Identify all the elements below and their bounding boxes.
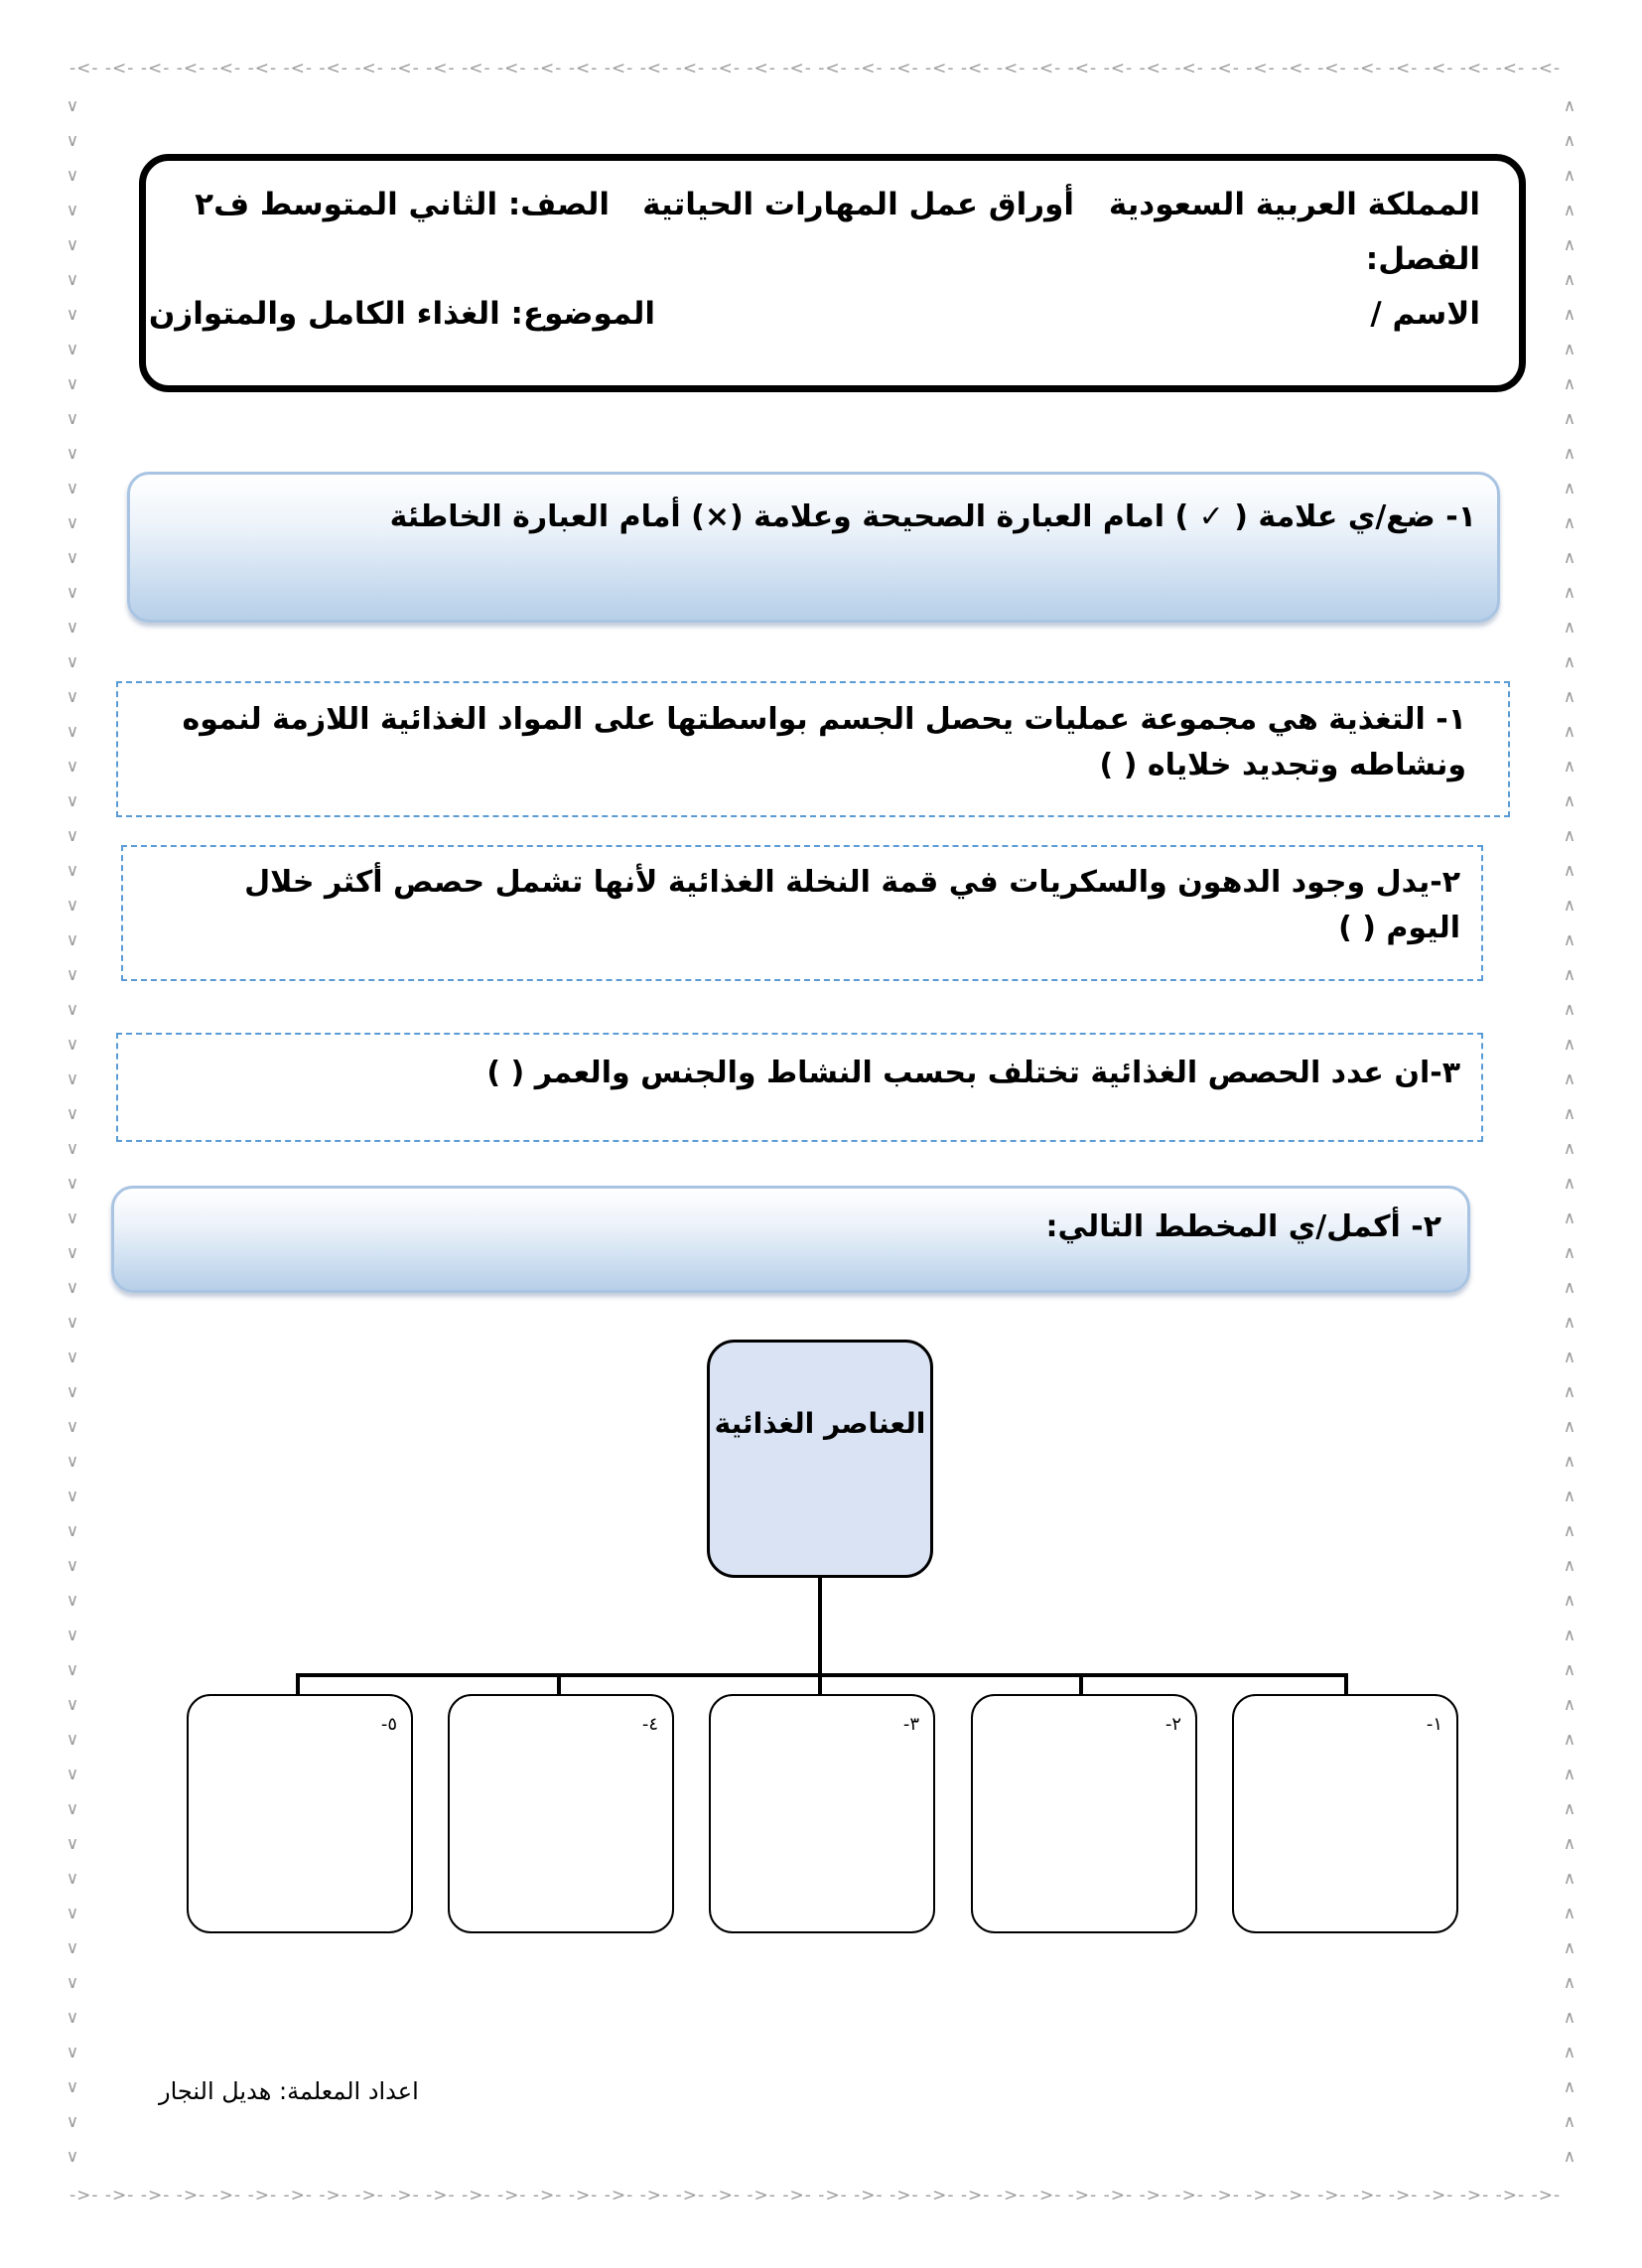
diagram-leaf-3[interactable] bbox=[709, 1694, 935, 1933]
connector-horizontal bbox=[296, 1673, 1348, 1677]
diagram-root-box bbox=[707, 1340, 933, 1578]
section1-title: ١- ضع/ي علامة ( ✓ ) امام العبارة الصحيحة وعلامة (×) أمام العبارة الخاطئة bbox=[389, 499, 1476, 534]
header-sheet-title: أوراق عمل المهارات الحياتية bbox=[642, 187, 1074, 222]
diagram-leaf-4[interactable] bbox=[448, 1694, 674, 1933]
leaf-5-number: ٥- bbox=[380, 1714, 397, 1735]
page-border-left: ∨ ∨ ∨ ∨ ∨ ∨ ∨ ∨ ∨ ∨ ∨ ∨ ∨ ∨ ∨ ∨ ∨ ∨ ∨ ∨ ∨ ∨ ∨ ∨ ∨ ∨ ∨ ∨ ∨ ∨ ∨ ∨ ∨ ∨ ∨ ∨ ∨ ∨ ∨ ∨ ∨ ∨ ∨ ∨ ∨ ∨ ∨ ∨ ∨ ∨ ∨ ∨ ∨ ∨ ∨ ∨ ∨ ∨ ∨ ∨ bbox=[66, 96, 79, 2167]
question-2 bbox=[150, 860, 1460, 951]
question-2-line-2: اليوم ( ) bbox=[1338, 911, 1460, 945]
question-1-line-1: ١- التغذية هي مجموعة عمليات يحصل الجسم بواسطتها على المواد الغذائية اللازمة لنموه bbox=[182, 702, 1466, 737]
question-3 bbox=[150, 1051, 1460, 1096]
leaf-2-number: ٢- bbox=[1164, 1714, 1181, 1735]
question-1 bbox=[136, 697, 1466, 788]
connector-drop-5 bbox=[296, 1673, 300, 1696]
header-class-label: الفصل: bbox=[1365, 241, 1480, 277]
header-name-label: الاسم / bbox=[1370, 296, 1480, 332]
leaf-4-number: ٤- bbox=[641, 1714, 658, 1735]
connector-drop-4 bbox=[557, 1673, 561, 1696]
page-border-bottom: ->- ->- ->- ->- ->- ->- ->- ->- ->- ->- ->- ->- ->- ->- ->- ->- ->- ->- ->- ->- ->- ->- ->- ->- ->- ->- ->- ->- ->- ->- ->- ->- ->- ->- ->- ->- ->- ->- ->- ->- ->- ->- bbox=[69, 2186, 1562, 2205]
header-kingdom: المملكة العربية السعودية bbox=[1108, 187, 1480, 222]
page-border-right: ∧ ∧ ∧ ∧ ∧ ∧ ∧ ∧ ∧ ∧ ∧ ∧ ∧ ∧ ∧ ∧ ∧ ∧ ∧ ∧ ∧ ∧ ∧ ∧ ∧ ∧ ∧ ∧ ∧ ∧ ∧ ∧ ∧ ∧ ∧ ∧ ∧ ∧ ∧ ∧ ∧ ∧ ∧ ∧ ∧ ∧ ∧ ∧ ∧ ∧ ∧ ∧ ∧ ∧ ∧ ∧ ∧ ∧ ∧ ∧ bbox=[1563, 96, 1576, 2167]
connector-drop-3 bbox=[818, 1673, 822, 1696]
diagram-leaf-1[interactable] bbox=[1232, 1694, 1458, 1933]
section1-banner bbox=[127, 472, 1500, 623]
diagram-leaf-2[interactable] bbox=[971, 1694, 1197, 1933]
diagram-root-label: العناصر الغذائية bbox=[714, 1407, 926, 1440]
question-2-line-1: ٢-يدل وجود الدهون والسكريات في قمة النخلة الغذائية لأنها تشمل حصص أكثر خلال bbox=[244, 865, 1460, 900]
connector-drop-2 bbox=[1079, 1673, 1083, 1696]
header-grade: الصف: الثاني المتوسط ف٢ bbox=[195, 187, 610, 222]
leaf-1-number: ١- bbox=[1426, 1714, 1442, 1735]
section2-title: ٢- أكمل/ي المخطط التالي: bbox=[1045, 1209, 1441, 1244]
leaf-3-number: ٣- bbox=[902, 1714, 919, 1735]
question-1-line-2: ونشاطه وتجديد خلاياه ( ) bbox=[1099, 748, 1466, 782]
footer-prepared-by: اعداد المعلمة: هديل النجار bbox=[159, 2077, 419, 2105]
page-border-top: -<- -<- -<- -<- -<- -<- -<- -<- -<- -<- -<- -<- -<- -<- -<- -<- -<- -<- -<- -<- -<- -<- -<- -<- -<- -<- -<- -<- -<- -<- -<- -<- -<- -<- -<- -<- -<- -<- -<- -<- -<- -<- bbox=[69, 59, 1562, 78]
question-3-line-1: ٣-ان عدد الحصص الغذائية تختلف بحسب النشاط والجنس والعمر ( ) bbox=[486, 1056, 1460, 1090]
header-topic: الموضوع: الغذاء الكامل والمتوازن bbox=[148, 296, 655, 332]
connector-drop-1 bbox=[1344, 1673, 1348, 1696]
connector-root-stem bbox=[818, 1578, 822, 1675]
diagram-leaf-5[interactable] bbox=[187, 1694, 413, 1933]
